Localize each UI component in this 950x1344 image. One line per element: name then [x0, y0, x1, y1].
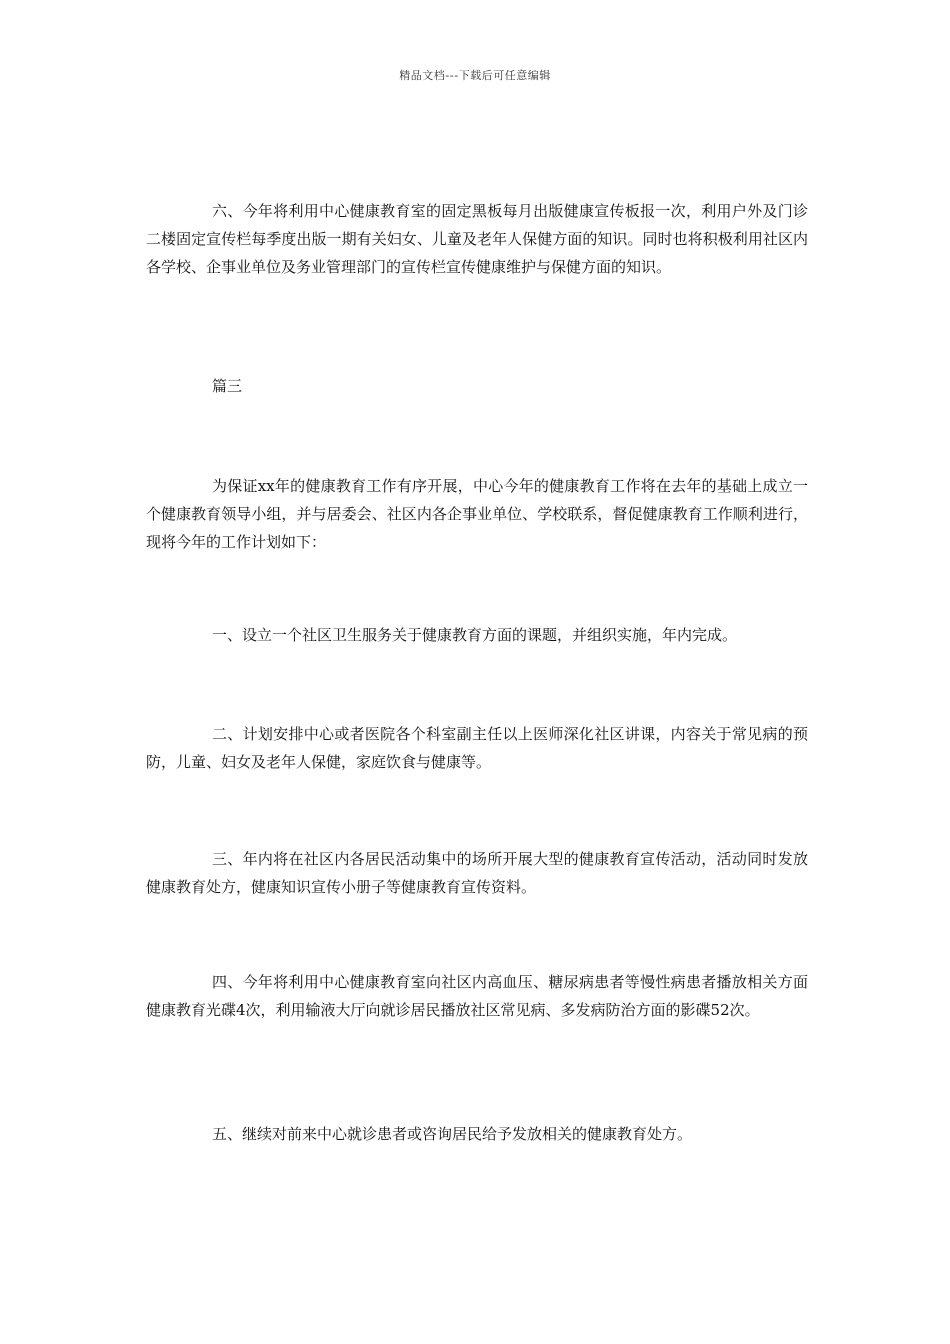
item-one: 一、设立一个社区卫生服务关于健康教育方面的课题，并组织实施，年内完成。 — [212, 626, 738, 644]
item-five: 五、继续对前来中心就诊患者或咨询居民给予发放相关的健康教育处方。 — [212, 1125, 693, 1143]
page-header: 精品文档---下载后可任意编辑 — [399, 69, 551, 82]
item-two: 二、计划安排中心或者医院各个科室副主任以上医师深化社区讲课，内容关于常见病的预防，儿童、妇女及老年人保健，家庭饮食与健康等。 — [146, 725, 808, 771]
item-four: 四、今年将利用中心健康教育室向社区内高血压、糖尿病患者等慢性病患者播放相关方面健康教育光碟4次，利用输液大厅向就诊居民播放社区常见病、多发病防治方面的影碟52次。 — [146, 973, 808, 1019]
section-title: 篇三 — [212, 377, 243, 395]
intro-paragraph: 为保证xx年的健康教育工作有序开展，中心今年的健康教育工作将在去年的基础上成立一个健康教育领导小组，并与居委会、社区内各企事业单位、学校联系，督促健康教育工作顺利进行，现将今年的工作计划如下： — [146, 477, 808, 551]
item-three: 三、年内将在社区内各居民活动集中的场所开展大型的健康教育宣传活动，活动同时发放健康教育处方，健康知识宣传小册子等健康教育宣传资料。 — [146, 850, 808, 896]
paragraph-six: 六、今年将利用中心健康教育室的固定黑板每月出版健康宣传板报一次，利用户外及门诊二楼固定宣传栏每季度出版一期有关妇女、儿童及老年人保健方面的知识。同时也将积极利用社区内各学校、企事业单位及务业管理部门的宣传栏宣传健康维护与保健方面的知识。 — [146, 202, 808, 276]
